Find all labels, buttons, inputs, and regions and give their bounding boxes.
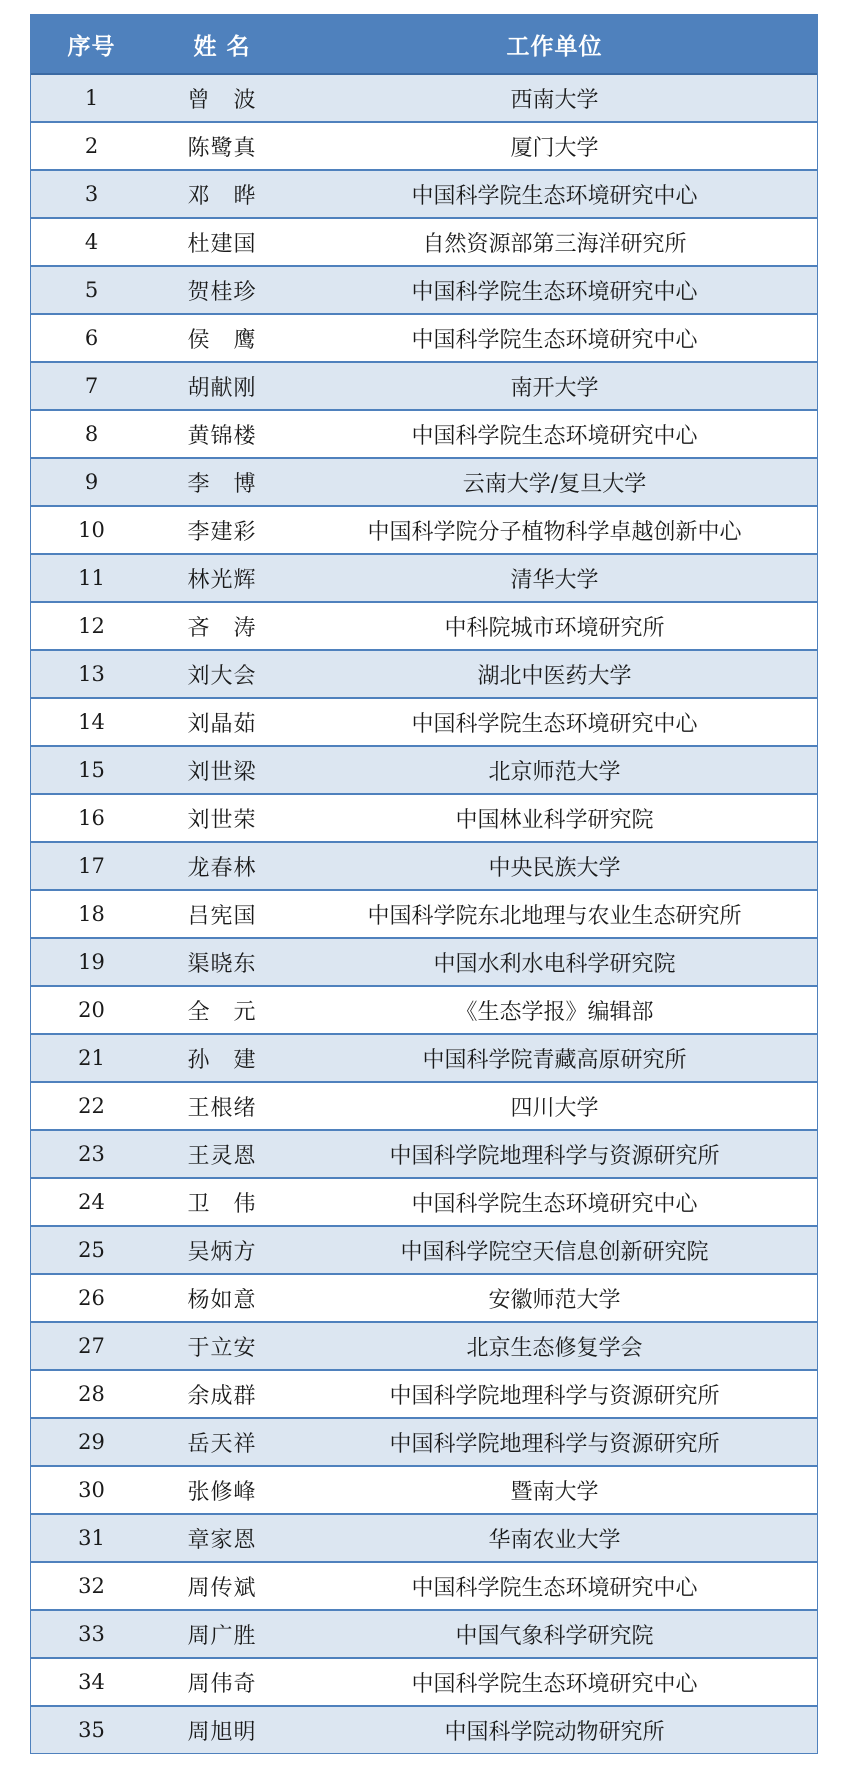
cell-number: 33 bbox=[31, 1610, 152, 1658]
cell-organization: 中国科学院青藏高原研究所 bbox=[292, 1034, 817, 1082]
cell-number: 24 bbox=[31, 1178, 152, 1226]
cell-number: 34 bbox=[31, 1658, 152, 1706]
table-row bbox=[31, 986, 817, 1034]
cell-number: 21 bbox=[31, 1034, 152, 1082]
table-row bbox=[31, 410, 817, 458]
table-row bbox=[31, 554, 817, 602]
cell-number: 23 bbox=[31, 1130, 152, 1178]
cell-number: 9 bbox=[31, 458, 152, 506]
table-row bbox=[31, 1610, 817, 1658]
cell-organization: 云南大学/复旦大学 bbox=[292, 458, 817, 506]
cell-number: 7 bbox=[31, 362, 152, 410]
cell-number: 22 bbox=[31, 1082, 152, 1130]
table-row bbox=[31, 1658, 817, 1706]
table-header bbox=[31, 15, 817, 74]
table-row bbox=[31, 170, 817, 218]
cell-organization: 中国科学院地理科学与资源研究所 bbox=[292, 1370, 817, 1418]
header-name: 姓 名 bbox=[152, 15, 292, 74]
table-row bbox=[31, 1370, 817, 1418]
table-row bbox=[31, 314, 817, 362]
cell-organization: 中国科学院动物研究所 bbox=[292, 1706, 817, 1753]
table-row bbox=[31, 1466, 817, 1514]
cell-name: 周旭明 bbox=[152, 1706, 292, 1753]
table-row bbox=[31, 1130, 817, 1178]
cell-number: 16 bbox=[31, 794, 152, 842]
cell-name: 孙 建 bbox=[152, 1034, 292, 1082]
cell-name: 卫 伟 bbox=[152, 1178, 292, 1226]
cell-name: 胡献刚 bbox=[152, 362, 292, 410]
cell-name: 杨如意 bbox=[152, 1274, 292, 1322]
cell-name: 侯 鹰 bbox=[152, 314, 292, 362]
table-row bbox=[31, 602, 817, 650]
cell-name: 陈鹭真 bbox=[152, 122, 292, 170]
cell-organization: 自然资源部第三海洋研究所 bbox=[292, 218, 817, 266]
cell-name: 刘大会 bbox=[152, 650, 292, 698]
table-row bbox=[31, 458, 817, 506]
cell-organization: 华南农业大学 bbox=[292, 1514, 817, 1562]
cell-organization: 北京生态修复学会 bbox=[292, 1322, 817, 1370]
cell-organization: 中国科学院生态环境研究中心 bbox=[292, 314, 817, 362]
table-row bbox=[31, 746, 817, 794]
cell-name: 刘世荣 bbox=[152, 794, 292, 842]
cell-name: 余成群 bbox=[152, 1370, 292, 1418]
header-number: 序号 bbox=[31, 15, 152, 74]
cell-organization: 中国科学院生态环境研究中心 bbox=[292, 170, 817, 218]
cell-name: 岳天祥 bbox=[152, 1418, 292, 1466]
cell-organization: 厦门大学 bbox=[292, 122, 817, 170]
cell-organization: 中国科学院生态环境研究中心 bbox=[292, 1658, 817, 1706]
table-row bbox=[31, 74, 817, 122]
table-row bbox=[31, 362, 817, 410]
table-row bbox=[31, 938, 817, 986]
cell-name: 黄锦楼 bbox=[152, 410, 292, 458]
table-row bbox=[31, 794, 817, 842]
cell-organization: 中国科学院空天信息创新研究院 bbox=[292, 1226, 817, 1274]
cell-organization: 中央民族大学 bbox=[292, 842, 817, 890]
cell-organization: 中国科学院生态环境研究中心 bbox=[292, 266, 817, 314]
cell-name: 贺桂珍 bbox=[152, 266, 292, 314]
cell-number: 17 bbox=[31, 842, 152, 890]
cell-name: 全 元 bbox=[152, 986, 292, 1034]
cell-organization: 暨南大学 bbox=[292, 1466, 817, 1514]
cell-organization: 安徽师范大学 bbox=[292, 1274, 817, 1322]
table-row bbox=[31, 218, 817, 266]
cell-number: 10 bbox=[31, 506, 152, 554]
cell-name: 王根绪 bbox=[152, 1082, 292, 1130]
cell-name: 曾 波 bbox=[152, 74, 292, 122]
cell-number: 13 bbox=[31, 650, 152, 698]
cell-organization: 中科院城市环境研究所 bbox=[292, 602, 817, 650]
cell-name: 邓 晔 bbox=[152, 170, 292, 218]
cell-organization: 中国科学院生态环境研究中心 bbox=[292, 698, 817, 746]
cell-organization: 《生态学报》编辑部 bbox=[292, 986, 817, 1034]
cell-organization: 清华大学 bbox=[292, 554, 817, 602]
table-row bbox=[31, 890, 817, 938]
table-row bbox=[31, 1034, 817, 1082]
cell-organization: 中国科学院地理科学与资源研究所 bbox=[292, 1130, 817, 1178]
header-row bbox=[31, 15, 817, 74]
cell-number: 29 bbox=[31, 1418, 152, 1466]
cell-organization: 中国水利水电科学研究院 bbox=[292, 938, 817, 986]
cell-number: 26 bbox=[31, 1274, 152, 1322]
cell-organization: 中国气象科学研究院 bbox=[292, 1610, 817, 1658]
cell-name: 刘晶茹 bbox=[152, 698, 292, 746]
cell-number: 28 bbox=[31, 1370, 152, 1418]
cell-number: 25 bbox=[31, 1226, 152, 1274]
table-row bbox=[31, 1562, 817, 1610]
table-body bbox=[31, 74, 817, 1753]
cell-organization: 北京师范大学 bbox=[292, 746, 817, 794]
member-table bbox=[31, 15, 817, 1753]
cell-number: 3 bbox=[31, 170, 152, 218]
cell-name: 周传斌 bbox=[152, 1562, 292, 1610]
cell-name: 张修峰 bbox=[152, 1466, 292, 1514]
cell-organization: 中国林业科学研究院 bbox=[292, 794, 817, 842]
cell-organization: 中国科学院生态环境研究中心 bbox=[292, 1562, 817, 1610]
cell-name: 章家恩 bbox=[152, 1514, 292, 1562]
cell-name: 吝 涛 bbox=[152, 602, 292, 650]
table-row bbox=[31, 1418, 817, 1466]
table-row bbox=[31, 698, 817, 746]
cell-number: 19 bbox=[31, 938, 152, 986]
cell-number: 6 bbox=[31, 314, 152, 362]
table-row bbox=[31, 1322, 817, 1370]
cell-name: 于立安 bbox=[152, 1322, 292, 1370]
cell-number: 5 bbox=[31, 266, 152, 314]
cell-organization: 中国科学院生态环境研究中心 bbox=[292, 1178, 817, 1226]
cell-organization: 中国科学院生态环境研究中心 bbox=[292, 410, 817, 458]
table-row bbox=[31, 1274, 817, 1322]
table-row bbox=[31, 506, 817, 554]
cell-organization: 中国科学院分子植物科学卓越创新中心 bbox=[292, 506, 817, 554]
table-row bbox=[31, 1706, 817, 1753]
cell-number: 15 bbox=[31, 746, 152, 794]
cell-number: 12 bbox=[31, 602, 152, 650]
cell-name: 刘世梁 bbox=[152, 746, 292, 794]
cell-number: 11 bbox=[31, 554, 152, 602]
cell-number: 32 bbox=[31, 1562, 152, 1610]
cell-organization: 中国科学院地理科学与资源研究所 bbox=[292, 1418, 817, 1466]
table-row bbox=[31, 1226, 817, 1274]
cell-number: 20 bbox=[31, 986, 152, 1034]
table-row bbox=[31, 1514, 817, 1562]
cell-name: 李建彩 bbox=[152, 506, 292, 554]
table-row bbox=[31, 1178, 817, 1226]
cell-name: 周伟奇 bbox=[152, 1658, 292, 1706]
cell-name: 吴炳方 bbox=[152, 1226, 292, 1274]
cell-name: 王灵恩 bbox=[152, 1130, 292, 1178]
table-row bbox=[31, 650, 817, 698]
cell-number: 31 bbox=[31, 1514, 152, 1562]
cell-number: 27 bbox=[31, 1322, 152, 1370]
table-row bbox=[31, 122, 817, 170]
table-row bbox=[31, 266, 817, 314]
cell-number: 4 bbox=[31, 218, 152, 266]
cell-number: 14 bbox=[31, 698, 152, 746]
table-row bbox=[31, 842, 817, 890]
cell-name: 李 博 bbox=[152, 458, 292, 506]
table-row bbox=[31, 1082, 817, 1130]
cell-name: 渠晓东 bbox=[152, 938, 292, 986]
cell-organization: 四川大学 bbox=[292, 1082, 817, 1130]
cell-number: 8 bbox=[31, 410, 152, 458]
cell-name: 龙春林 bbox=[152, 842, 292, 890]
header-organization: 工作单位 bbox=[292, 15, 817, 74]
cell-number: 30 bbox=[31, 1466, 152, 1514]
cell-organization: 西南大学 bbox=[292, 74, 817, 122]
cell-number: 18 bbox=[31, 890, 152, 938]
cell-name: 林光辉 bbox=[152, 554, 292, 602]
member-table-frame bbox=[30, 14, 818, 1754]
cell-number: 35 bbox=[31, 1706, 152, 1753]
cell-name: 杜建国 bbox=[152, 218, 292, 266]
cell-name: 吕宪国 bbox=[152, 890, 292, 938]
cell-organization: 中国科学院东北地理与农业生态研究所 bbox=[292, 890, 817, 938]
cell-organization: 湖北中医药大学 bbox=[292, 650, 817, 698]
cell-number: 2 bbox=[31, 122, 152, 170]
cell-organization: 南开大学 bbox=[292, 362, 817, 410]
cell-number: 1 bbox=[31, 74, 152, 122]
cell-name: 周广胜 bbox=[152, 1610, 292, 1658]
